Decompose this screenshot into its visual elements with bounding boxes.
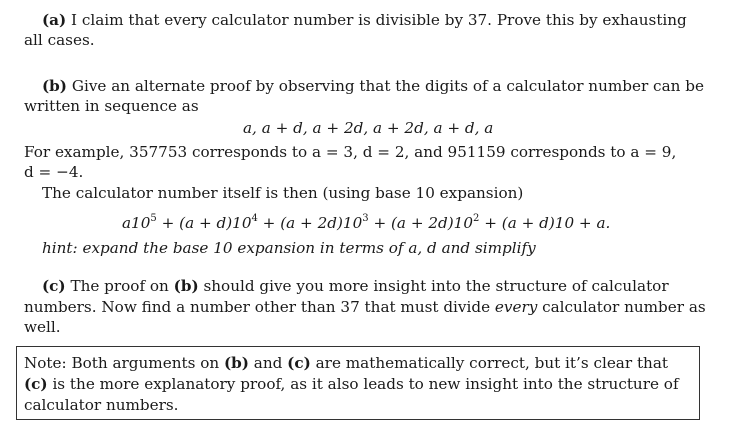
- part-c-label: (c): [42, 277, 66, 295]
- part-b-line-1: [42, 76, 704, 96]
- expansion-term-5: + (a + d)10 + a.: [479, 214, 611, 232]
- expansion-exp-2: 4: [251, 213, 258, 224]
- expansion-intro: The calculator number itself is then (using base 10 expansion): [42, 184, 524, 202]
- expansion-exp-1: 5: [150, 213, 157, 224]
- part-c-text-2-post: calculator number as: [542, 298, 706, 316]
- example-line-2: d = −4.: [24, 163, 84, 181]
- part-c-text-2-em: every: [494, 298, 538, 316]
- part-a-line-1: [42, 10, 687, 30]
- example-line-1: For example, 357753 corresponds to a = 3, d = 2, and 951159 corresponds to a = 9,: [24, 143, 677, 161]
- part-c-text-1: The proof on: [70, 277, 169, 295]
- part-c-ref-b: (b): [173, 277, 199, 295]
- expansion-formula: [122, 209, 610, 233]
- part-b-text-1: Give an alternate proof by observing that the digits of a calculator number can be: [71, 77, 704, 95]
- hint-text: hint: expand the base 10 expansion in terms of a, d and simplify: [42, 239, 536, 257]
- expansion-exp-3: 3: [362, 213, 369, 224]
- note-text-1a: Note: Both arguments on: [24, 354, 220, 372]
- note-line-2: [24, 374, 679, 394]
- part-a-text-1: I claim that every calculator number is divisible by 37. Prove this by exhausting: [71, 11, 687, 29]
- part-a-label: (a): [42, 11, 67, 29]
- part-c-line-1: [42, 276, 669, 296]
- note-line-3: calculator numbers.: [24, 396, 179, 414]
- part-c-line-3: well.: [24, 318, 61, 336]
- part-b-label: (b): [42, 77, 67, 95]
- expansion-term-3: + (a + 2d)10: [257, 214, 363, 232]
- note-line-1: [24, 353, 668, 373]
- expansion-exp-4: 2: [473, 213, 480, 224]
- part-a-line-2: all cases.: [24, 31, 95, 49]
- note-ref-c: (c): [287, 354, 311, 372]
- part-c-text-1-rest: should give you more insight into the structure of calculator: [203, 277, 669, 295]
- note-text-2: is the more explanatory proof, as it also leads to new insight into the structure of: [52, 375, 679, 393]
- sequence-formula: a, a + d, a + 2d, a + 2d, a + d, a: [243, 119, 494, 137]
- note-ref-b: (b): [223, 354, 249, 372]
- expansion-term-2: + (a + d)10: [156, 214, 252, 232]
- part-c-line-2: [24, 297, 706, 317]
- note-text-1c: are mathematically correct, but it’s clear that: [315, 354, 668, 372]
- part-b-line-2: written in sequence as: [24, 97, 199, 115]
- note-line2-ref-c: (c): [24, 375, 48, 393]
- part-c-text-2-pre: numbers. Now find a number other than 37 that must divide: [24, 298, 491, 316]
- note-text-1b: and: [253, 354, 283, 372]
- expansion-term-4: + (a + 2d)10: [368, 214, 474, 232]
- expansion-term-1: a10: [122, 214, 151, 232]
